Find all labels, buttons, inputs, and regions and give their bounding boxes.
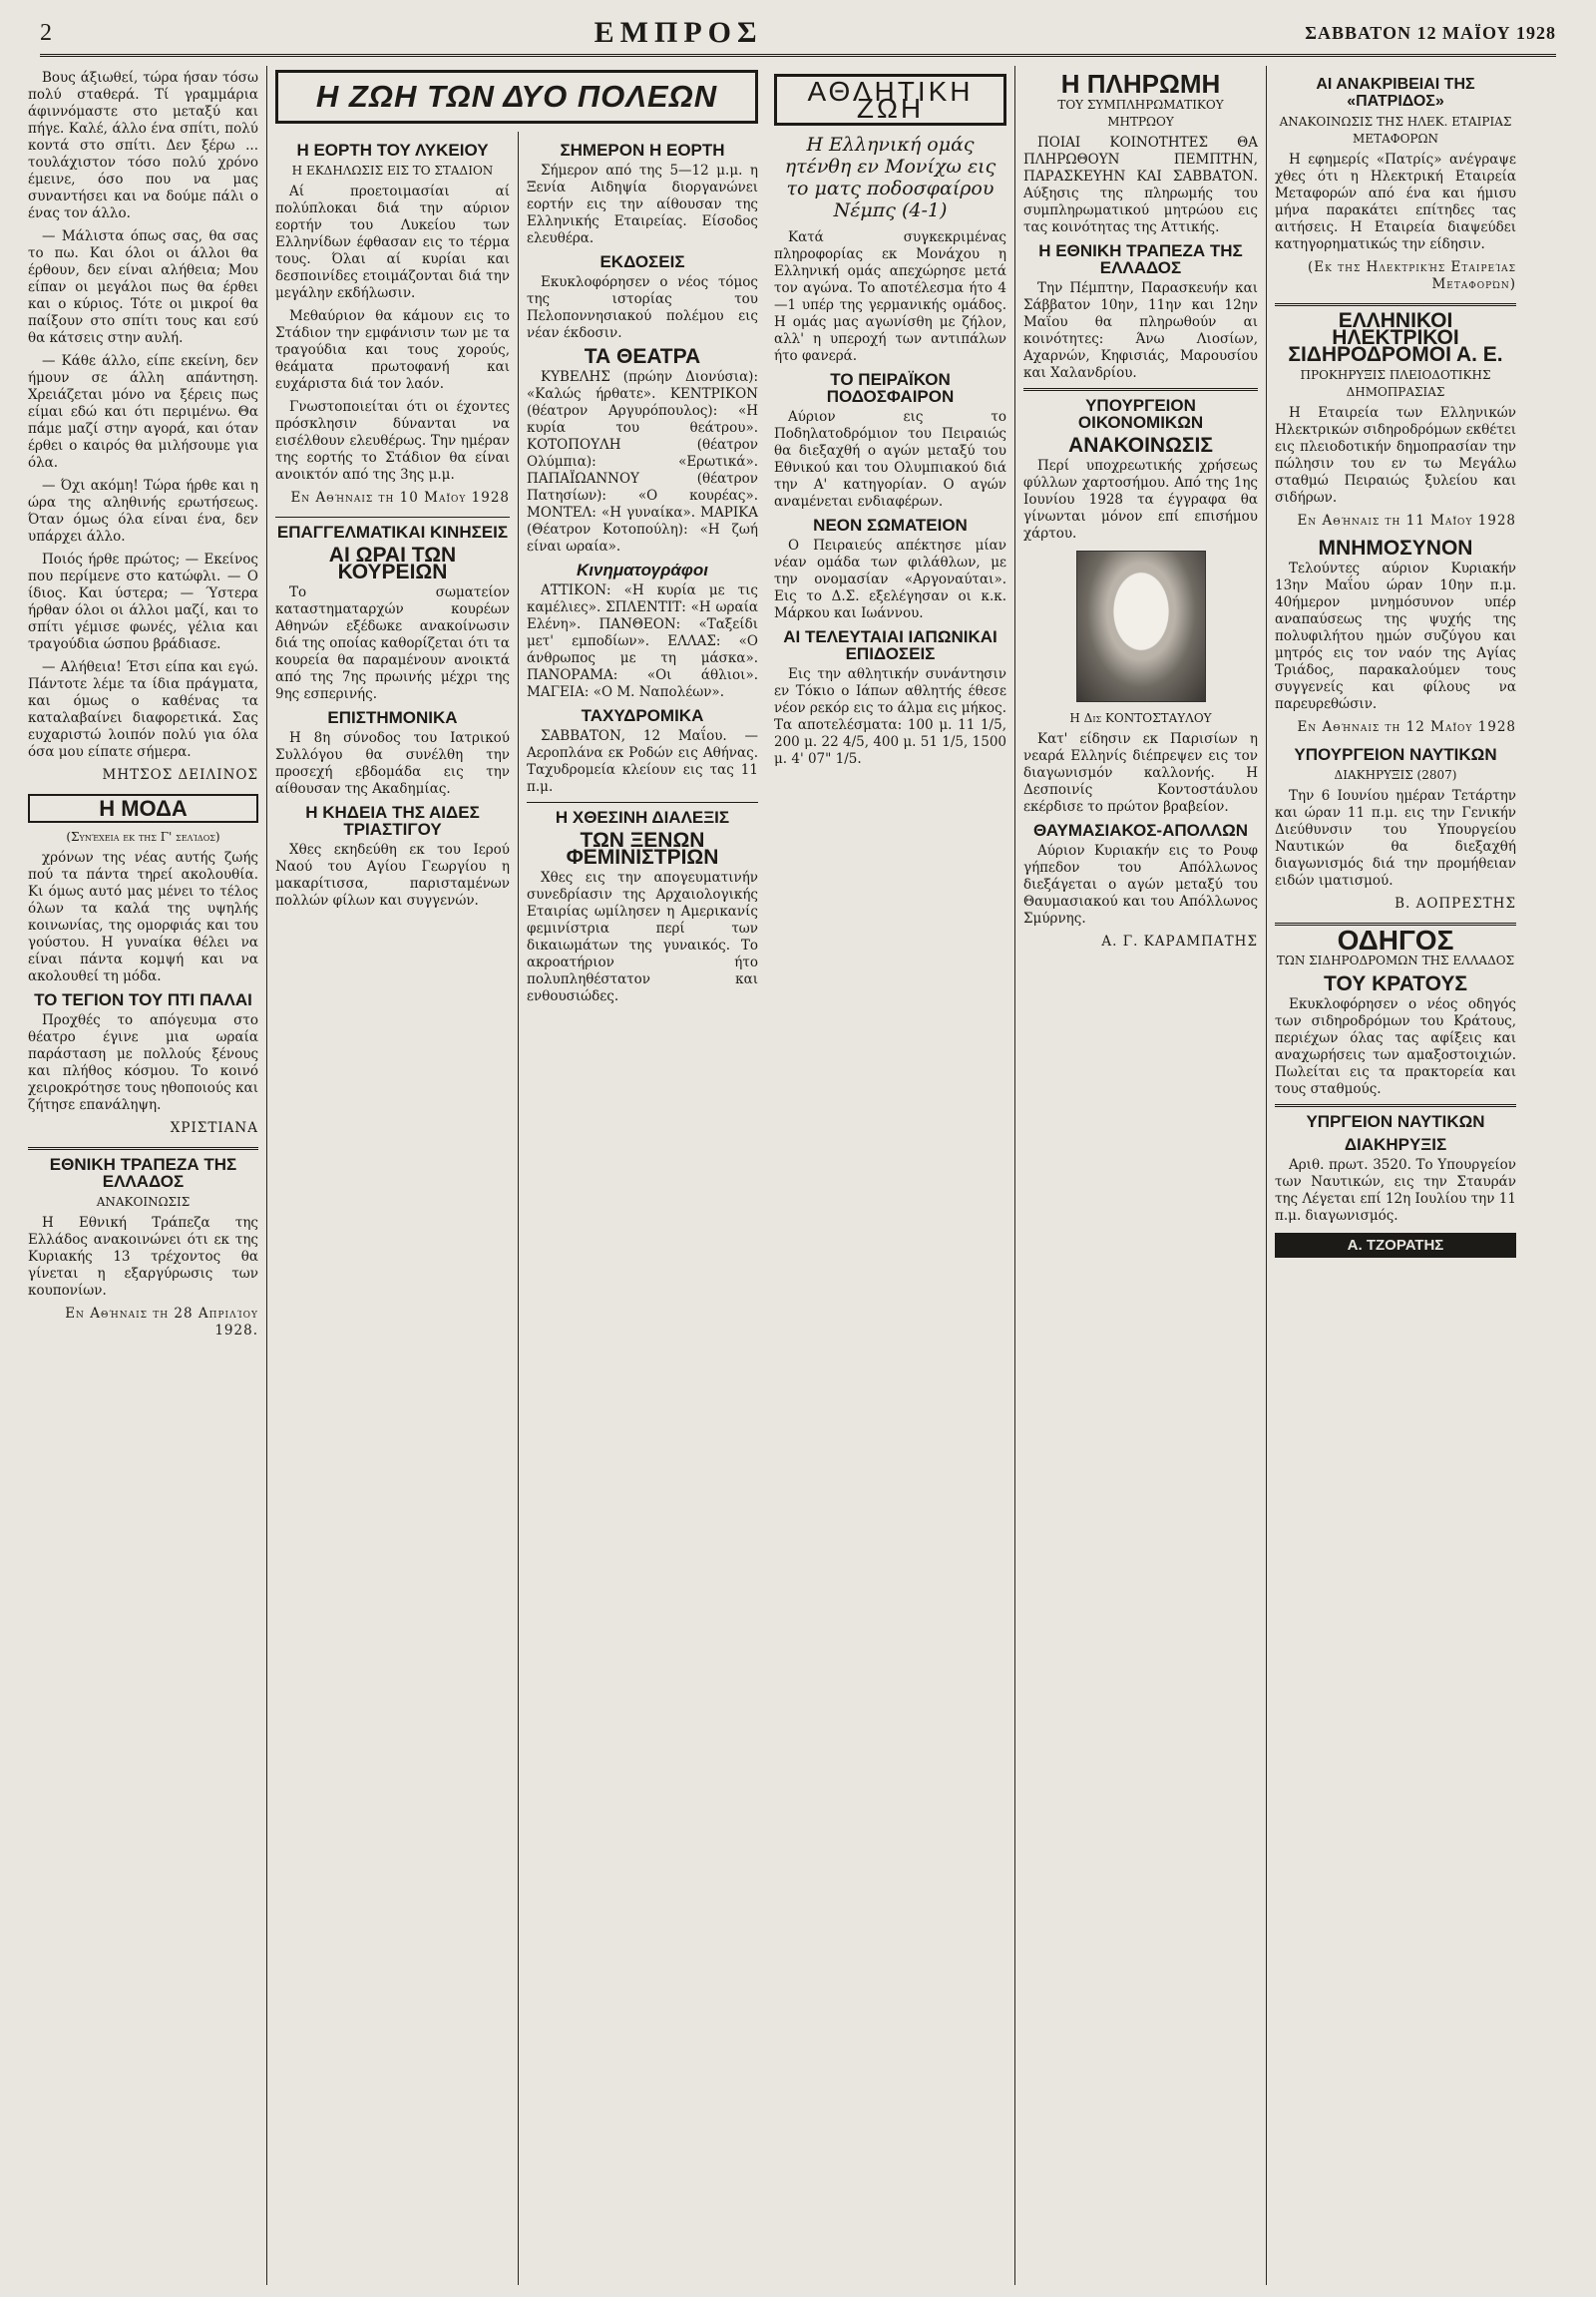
portrait-photo [1076,551,1206,702]
cinema-listings: ΑΤΤΙΚΟΝ: «Η κυρία με τις καμέλιες». ΣΠΛΕΝΤΙΤ: «Η ωραία Ελένη». ΠΑΝΘΕΟΝ: «Ταξείδι μετ' εμποδίων». ΕΛΛΑΣ: «Ο άνθρωπος με τη μάσκα». ΠΑΝΟΡΑΜΑ: «Οι άθλιοι». ΜΑΓΕΙΑ: «Ο Μ. Ναπολέων». [527,582,758,700]
palai-text: Προχθές το απόγευμα στο θέατρο έγινε μια ωραία παράσταση με πολλούς ξένους και πλήθος κόσμου. Το κοινό χειροκρότησε τους ηθοποιούς και ζήτησε επανάληψη. [28,1012,258,1113]
story-text: Την 6 Ιουνίου ημέραν Τετάρτην και ώραν 11 π.μ. εις την Γενικήν Διεύθυνσιν του Υπουργείου Ναυτικών θα διεξαχθή διαγωνισμός διά την προμήθειαν ειδών ιματισμού. [1275,788,1516,889]
story-text: Την Πέμπτην, Παρασκευήν και Σάββατον 10ην, 11ην και 12ην Μαΐου θα πληρωθούν αι κοινότητες: Άνω Λιοσίων, Αχαρνών, Κηφισιάς, Μαρουσίου και Χαλανδρίου. [1023,280,1258,381]
story-text: Κατ' είδησιν εκ Παρισίων η νεαρά Ελληνίς διέπρεψεν εις τον διαγωνισμόν καλλονής. Η Δεσποινίς Κοντοστάυλου εκέρδισε το πρώτον βραβείον. [1023,731,1258,815]
story-text: Κατά συγκεκριμένας πληροφορίας εκ Μονάχου η Ελληνική ομάς απεχώρησε μετά τον αγώνα. Το αποτέλεσμα ήτο 4—1 υπέρ της γερμανικής ομάδος. Η ομάς μας αγωνίσθη με ζήλον, αλλ' η υπεροχή των αντιπάλων ήτο φανερά. [774,229,1006,364]
divider [1275,1104,1516,1107]
section-heading: ΤΩΝ ΞΕΝΩΝ ΦΕΜΙΝΙΣΤΡΙΩΝ [566,829,719,869]
continuation-note: (Συνέχεια εκ της Γ' σελίδος) [66,830,220,844]
story-text: Εκυκλοφόρησεν ο νέος οδηγός των σιδηροδρόμων του Κράτους, περιέχων όλας τας αφίξεις και αναχωρήσεις των αμαξοστοιχιών. Πωλείται εις τα πρακτορεία και τους σταθμούς. [1275,996,1516,1097]
story-text: Ο Πειραιεύς απέκτησε μίαν νέαν ομάδα των φιλάθλων, με την ονομασίαν «Αργοναύται». Εις το Δ.Σ. εξελέγησαν οι κ.κ. Μάρκου και Ιωάννου. [774,538,1006,621]
story-text: Τελούντες αύριον Κυριακήν 13ην Μαΐου ώραν 10ην π.μ. 40ήμερον μνημόσυνον υπέρ αναπαύσεως της ψυχής της πολυφιλήτου ημών συζύγου και μητρός εις τον ναόν της Αγίας Τριάδος, παρακαλούμεν τους συγγενείς και φίλους να παρευρεθώσιν. [1275,561,1516,712]
story-text: Αί προετοιμασίαι αί πολύπλοκαι διά την αύριον εορτήν του Λυκείου των Ελληνίδων έφθασαν εις το τέρμα τους. Όλαι αί κυρίαι και δεσποινίδες ετοιμάζονται διά την μεγάλην εκδήλωσιν. [275,184,510,301]
story-text: Εκυκλοφόρησεν ο νέος τόμος της ιστορίας του Πελοποννησιακού πολέμου εις νέαν έκδοσιν. [527,274,758,341]
story-text: Αύριον Κυριακήν εις το Ρουφ γήπεδον του Απόλλωνος διεξάγεται ο αγών μεταξύ του Θαυμασιακού και του Απόλλωνος Σμύρνης. [1023,843,1258,927]
advertisement-banner: Α. ΤΖΟΡΑΤΗΣ [1275,1233,1516,1258]
section-heading: ΤΑ ΘΕΑΤΡΑ [584,345,701,368]
moda-text: χρόνων της νέας αυτής ζωής πού τα πάντα τηρεί ακολουθία. Κι όμως αυτό μας μένει το τέλος όλων τα καλά της υψηλής κοινωνίας, της ομορφιάς και του γούστου. Η γυναίκα θέλει να είναι πάντα κομψή και να ακολουθεί τη μόδα. [28,850,258,984]
divider [1023,388,1258,391]
section-heading: Η ΕΘΝΙΚΗ ΤΡΑΠΕΖΑ ΤΗΣ ΕΛΛΑΔΟΣ [1038,241,1243,277]
section-heading: ΕΠΙΣΤΗΜΟΝΙΚΑ [327,708,458,727]
story-text: Σήμερον από της 5—12 μ.μ. η Ξενία Αιδηψία διοργανώνει εορτήν εις την αίθουσαν της Ελληνικής Εταιρείας. Είσοδος ελευθέρα. [527,163,758,246]
date-signature: Εν Αθήναις τη 11 Μαΐου 1928 [1297,513,1516,529]
date-line: ΣΑΒΒΑΤΟΝ 12 ΜΑΪΟΥ 1928 [1305,22,1556,43]
masthead [40,12,1556,57]
date-signature: Εν Αθήναις τη 12 Μαΐου 1928 [1297,719,1516,735]
section-heading: ΑΝΑΚΟΙΝΩΣΙΣ [1068,434,1213,457]
section-heading: ΥΠΡΓΕΙΟΝ ΝΑΥΤΙΚΩΝ [1306,1112,1485,1131]
section-heading: ΝΕΟΝ ΣΩΜΑΤΕΙΟΝ [813,516,968,535]
photo-caption: Η Δις ΚΟΝΤΟΣΤΑΥΛΟΥ [1069,711,1212,725]
story-text: Η Εταιρεία των Ελληνικών Ηλεκτρικών σιδηροδρόμων εκθέτει εις πλειοδοτικήν δημοπρασίαν την πώλησιν του εν τω Μεγάλω σταθμώ Πειραιώς ξυλείου και σιδήρων. [1275,405,1516,506]
section-heading: ΥΠΟΥΡΓΕΙΟΝ ΟΙΚΟΝΟΜΙΚΩΝ [1077,396,1204,432]
section-heading: Η ΧΘΕΣΙΝΗ ΔΙΑΛΕΞΙΣ [555,808,730,827]
section-heading: ΑΙ ΩΡΑΙ ΤΩΝ ΚΟΥΡΕΙΩΝ [328,544,457,583]
page-number: 2 [40,19,52,46]
section-subheading: Η ΕΚΔΗΛΩΣΙΣ ΕΙΣ ΤΟ ΣΤΑΔΙΟΝ [291,164,494,178]
author-signature: Β. ΑΟΠΡΕΣΤΗΣ [1395,896,1516,912]
section-heading: ΤΑΧΥΔΡΟΜΙΚΑ [581,706,704,725]
two-cities-banner: Η ΖΩΗ ΤΩΝ ΔΥΟ ΠΟΛΕΩΝ [275,70,758,124]
column-2 [267,132,519,2285]
story-text: Περί υποχρεωτικής χρήσεως φύλλων χαρτοσήμου. Από της 1ης Ιουνίου 1928 τα έγγραφα θα γίνωνται μόνον επί επισήμου χάρτου. [1023,458,1258,542]
column-5 [1015,66,1267,2285]
column-4 [766,66,1015,2285]
story-text: Γνωστοποιείται ότι οι έχοντες πρόσκλησιν δύνανται να εισέλθουν ελευθέρως. Την ημέραν της εορτής το Στάδιον θα είναι ανοικτόν από της 3ης μ.μ. [275,399,510,483]
section-heading: Η ΠΛΗΡΩΜΗ [1060,69,1221,99]
story-text: Αύριον εις το Ποδηλατοδρόμιον του Πειραιώς θα διεξαχθή ο αγών μεταξύ του Εθνικού και του Ολυμπιακού διά την Α' κατηγορίαν. Ο αγών αναμένεται ενδιαφέρων. [774,409,1006,510]
column-1 [20,66,267,2285]
bank-text: Η Εθνική Τράπεζα της Ελλάδος ανακοινώνει ότι εκ της Κυριακής 13 τρέχοντος θα γίνεται η εξαργύρωσις των κουπονίων. [28,1215,258,1299]
section-heading: Η ΚΗΔΕΙΑ ΤΗΣ ΑΙΔΕΣ ΤΡΙΑΣΤΙΓΟΥ [305,803,480,839]
bank-subheading: ΑΝΑΚΟΙΝΩΣΙΣ [96,1195,191,1209]
section-heading: ΑΙ ΑΝΑΚΡΙΒΕΙΑΙ ΤΗΣ «ΠΑΤΡΙΔΟΣ» [1316,76,1475,110]
moda-heading: Η ΜΟΔΑ [28,794,258,823]
story-text: Μεθαύριον θα κάμουν εις το Στάδιον την εμφάνισιν των με τα τραγούδια και τους χορούς, θεάματα πρωτοφανή και ευχάριστα διά τον λαόν. [275,308,510,392]
divider [275,517,510,518]
sports-headline: Η Ελληνική ομάς ητένθη εν Μονίχω εις το ματς ποδοσφαίρου Νέμπς (4-1) [784,134,997,221]
column-3 [519,132,766,2285]
bank-date: Εν Αθήναις τη 28 Απριλίου 1928. [65,1306,258,1339]
author-signature: ΧΡΙΣΤΙΑΝΑ [170,1120,258,1136]
section-heading: Κινηματογράφοι [576,561,708,579]
author-signature: ΜΗΤΣΟΣ ΔΕΙΛΙΝΟΣ [102,767,258,783]
section-heading: ΜΝΗΜΟΣΥΝΟΝ [1318,537,1473,560]
story-text: Χθες εις την απογευματινήν συνεδρίασιν της Αρχαιολογικής Εταιρίας ωμίλησεν η Αμερικανίς φεμινίστρια περί των δικαιωμάτων της γυναικός. Το ακροατήριον ήτο πολυπληθέστατον και ενθουσιώδες. [527,870,758,1004]
author-signature: Α. Γ. ΚΑΡΑΜΠΑΤΗΣ [1101,934,1258,950]
story-text: Η εφημερίς «Πατρίς» ανέγραψε χθες ότι η Ηλεκτρική Εταιρεία Μεταφορών από ένα και ήμισυ μήνα παρακάτει επίτηδες τας αιτήσεις. Η Εταιρεία διαψεύδει κατηγορηματικώς την είδησιν. [1275,152,1516,252]
story-text: Χθες εκηδεύθη εκ του Ιερού Ναού του Αγίου Γεωργίου η μακαρίτισσα, παρισταμένων πολλών φίλων και συγγενών. [275,842,510,909]
source-signature: (Εκ της Ηλεκτρικής Εταιρείας Μεταφορών) [1307,259,1516,292]
story-text: — Μάλιστα όπως σας, θα σας το πω. Και όλοι οι άλλοι θα έρθουν, δεν είναι αλήθεια; Μου είπαν οι μεγάλοι πως θα έρθει και ο κύριος. Τότε οι μικροί θα παίξουν στο σπίτι τους και εσύ θα κάτσεις στην αυλή. [28,228,258,346]
section-heading: ΑΙ ΤΕΛΕΥΤΑΙΑΙ ΙΑΠΩΝΙΚΑΙ ΕΠΙΔΟΣΕΙΣ [783,627,998,663]
story-text: Αριθ. πρωτ. 3520. Το Υπουργείον των Ναυτικών, εις την Σταυράν της Λέγεται επί 12η Ιουλίου την 11 π.μ. διαγωνισμός. [1275,1157,1516,1224]
section-heading: ΤΟ ΤΕΓΙΟΝ ΤΟΥ ΠΤΙ ΠΑΛΑΙ [34,990,252,1009]
section-subheading: ΤΩΝ ΣΙΔΗΡΟΔΡΟΜΩΝ ΤΗΣ ΕΛΛΑΔΟΣ [1276,954,1515,967]
column-6 [1267,66,1524,2285]
date-signature: Εν Αθήναις τη 10 Μαΐου 1928 [290,490,510,506]
story-text: — Κάθε άλλο, είπε εκείνη, δεν ήμουν σε άλλη απάντηση. Χρειάζεται μόνο να ξέρεις πως είμαι εδώ και ότι περιμένω. Θα πάμε μαζί στην αγορά, και όταν έρθει ο καιρός θα μιλήσουμε για όλα. [28,353,258,471]
section-subheading: ΠΡΟΚΗΡΥΞΙΣ ΠΛΕΙΟΔΟΤΙΚΗΣ ΔΗΜΟΠΡΑΣΙΑΣ [1300,368,1491,399]
two-cities-section [267,66,766,2285]
section-subheading: ΤΟΥ ΣΥΜΠΛΗΡΩΜΑΤΙΚΟΥ ΜΗΤΡΩΟΥ [1057,98,1224,129]
divider [28,1147,258,1150]
section-heading: ΔΙΑΚΗΡΥΞΙΣ [1344,1135,1447,1154]
newspaper-title: ΕΜΠΡΟΣ [594,16,763,49]
story-text: Εις την αθλητικήν συνάντησιν εν Τόκιο ο Ιάπων αθλητής έθεσε νέον ρεκόρ εις το άλμα εις μήκος. Τα αποτελέσματα: 100 μ. 11 1/5, 200 μ. 22 4/5, 400 μ. 51 1/5, 1500 μ. 4' 07" 1/5. [774,666,1006,767]
story-text: Το σωματείον καταστηματαρχών κουρέων Αθηνών εξέδωκε ανακοίνωσιν διά της οποίας καθορίζεται ότι τα κουρεία θα παραμένουν ανοικτά από της 7ης πρωινής μέχρι της 9ης εσπερινής. [275,584,510,702]
story-text: ΠΟΙΑΙ ΚΟΙΝΟΤΗΤΕΣ ΘΑ ΠΛΗΡΩΘΟΥΝ ΠΕΜΠΤΗΝ, ΠΑΡΑΣΚΕΥΗΝ ΚΑΙ ΣΑΒΒΑΤΟΝ. Αύξησις της πληρωμής του συμπληρωματικού μητρώου εις τας κοινότητας της Αττικής. [1023,135,1258,235]
divider [527,802,758,803]
section-heading: ΤΟΥ ΚΡΑΤΟΥΣ [1324,972,1467,995]
section-heading: ΕΠΑΓΓΕΛΜΑΤΙΚΑΙ ΚΙΝΗΣΕΙΣ [276,523,509,542]
section-heading: ΤΟ ΠΕΙΡΑΪΚΟΝ ΠΟΔΟΣΦΑΙΡΟΝ [826,370,955,406]
section-heading: ΟΔΗΓΟΣ [1337,925,1454,956]
story-text: Η 8η σύνοδος του Ιατρικού Συλλόγου θα συνέλθη την προσεχή εβδομάδα εις την αίθουσαν της Ακαδημίας. [275,730,510,797]
section-heading: Η ΕΟΡΤΗ ΤΟΥ ΛΥΚΕΙΟΥ [296,141,489,160]
section-heading: ΘΑΥΜΑΣΙΑΚΟΣ-ΑΠΟΛΛΩΝ [1033,821,1248,840]
section-subheading: ΑΝΑΚΟΙΝΩΣΙΣ ΤΗΣ ΗΛΕΚ. ΕΤΑΙΡΙΑΣ ΜΕΤΑΦΟΡΩΝ [1279,115,1512,146]
section-heading: ΣΗΜΕΡΟΝ Η ΕΟΡΤΗ [560,141,725,160]
story-text: — Αλήθεια! Έτσι είπα και εγώ. Πάντοτε λέμε τα ίδια πράγματα, και όμως ο καθένας τα καταλαβαίνει διαφορετικά. Σας ευχαριστώ λοιπόν πολύ για όλα όσα μου είπατε σήμερα. [28,659,258,760]
columns [20,66,1576,2285]
section-heading: ΕΚΔΟΣΕΙΣ [599,252,685,271]
section-subheading: ΔΙΑΚΗΡΥΞΙΣ (2807) [1334,768,1457,782]
divider [1275,303,1516,306]
theatre-listings: ΚΥΒΕΛΗΣ (πρώην Διονύσια): «Καλώς ήρθατε». ΚΕΝΤΡΙΚΟΝ (θέατρον Αργυρόπουλος): «Η κυρία του θεάτρου». ΚΟΤΟΠΟΥΛΗ (θέατρον Ολύμπια): «Ερωτικά». ΠΑΠΑΪΩΑΝΝΟΥ (θέατρον Πατησίων): «Ο κουρέας». ΜΟΝΤΕΛ: «Η γυναίκα». ΜΑΡΙΚΑ (Θέατρον Κοτοπούλη): «Η ζωή είναι ωραία». [527,369,758,555]
story-text: Ποιός ήρθε πρώτος; — Εκείνος που περίμενε στο κατώφλι. — Ο ίδιος. Και ύστερα; — Ύστερα ήρθαν όλοι οι άλλοι μαζί, και το σπίτι γέμισε φωνές, γέλια και τραγούδια ώσπου βράδιασε. [28,552,258,652]
story-text: — Όχι ακόμη! Τώρα ήρθε και η ώρα της αληθινής ερωτήσεως. Όταν όμως όλα είναι ένα, δεν υπάρχει άλλο. [28,478,258,545]
story-text: Βους άξιωθεί, τώρα ήσαν τόσω πολύ σταθερά. Τί γραμμάρια άφιννόμαστε στο μεταξύ και πήγε. Καλέ, άλλο ένα σπίτι, πολύ κοντά στο σπίτι. Δεν ξέρω ... τουλάχιστον τόσο πολύ χρόνο έμεινε, όσο που να μας συναντήσει και να δούμε πάλι ο ένας τον άλλο. [28,70,258,221]
section-heading: ΥΠΟΥΡΓΕΙΟΝ ΝΑΥΤΙΚΩΝ [1294,745,1497,764]
sports-banner: ΑΘΛΗΤΙΚΗ ΖΩΗ [774,74,1006,126]
story-text: ΣΑΒΒΑΤΟΝ, 12 Μαΐου. — Αεροπλάνα εκ Ροδών εις Αθήνας. Ταχυδρομεία κλείουν εις τας 11 π.μ. [527,728,758,795]
bank-heading: ΕΘΝΙΚΗ ΤΡΑΠΕΖΑ ΤΗΣ ΕΛΛΑΔΟΣ [49,1155,237,1191]
section-heading: ΕΛΛΗΝΙΚΟΙ ΗΛΕΚΤΡΙΚΟΙ ΣΙΔΗΡΟΔΡΟΜΟΙ Α. Ε. [1288,309,1503,366]
